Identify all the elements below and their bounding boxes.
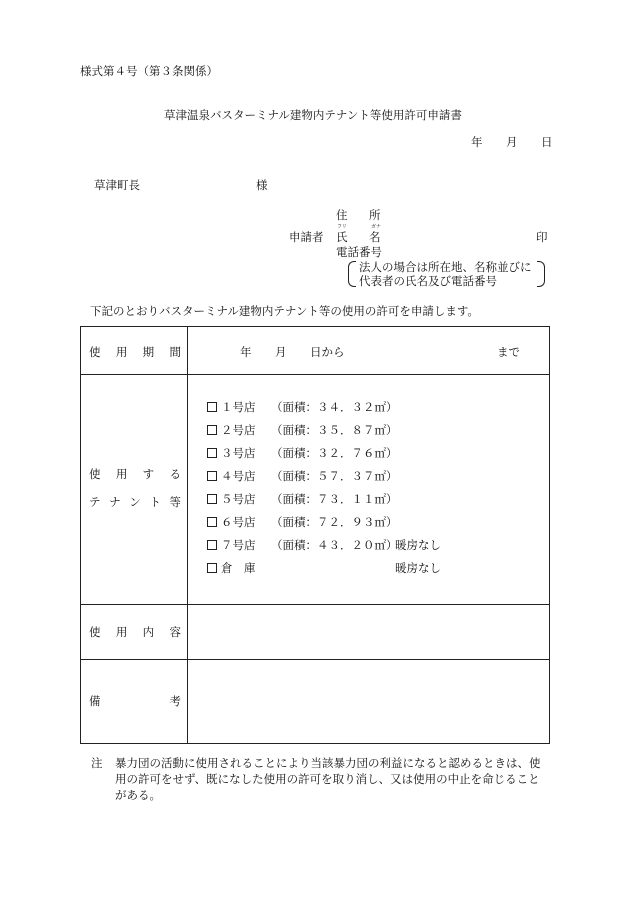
phone-label: 電話番号 (336, 245, 382, 259)
name-label-1: 氏 (336, 230, 348, 244)
checkbox[interactable] (207, 563, 217, 573)
right-bracket (537, 261, 545, 287)
checkbox[interactable] (207, 448, 217, 458)
left-bracket (348, 261, 356, 287)
checkbox[interactable] (207, 425, 217, 435)
tenant-item-3[interactable]: ３号店 （面積：３２．７６㎡） (207, 448, 256, 460)
tenant-item-7[interactable]: ７号店 （面積：４３．２０㎡） 暖房なし (207, 540, 256, 552)
content-label: 使 用 内 容 (89, 625, 181, 639)
usage-content-field[interactable] (188, 605, 549, 659)
addressee-honorific: 様 (256, 178, 268, 192)
date-day-label: 日 (541, 135, 553, 149)
checkbox[interactable] (207, 517, 217, 527)
furigana-label-1: フリ (337, 224, 347, 230)
form-number: 様式第４号（第３条関係） (80, 64, 218, 78)
row-divider (81, 374, 549, 375)
tenant-label-line2: テ ナ ン ト 等 (89, 495, 181, 509)
tenant-item-2[interactable]: ２号店 （面積：３５．８７㎡） (207, 425, 256, 437)
tenant-item-4[interactable]: ４号店 （面積：５７．３７㎡） (207, 471, 256, 483)
footnote-line-2: 用の許可をせず、既になした使用の許可を取り消し、又は使用の中止を命じること (115, 772, 540, 786)
checkbox[interactable] (207, 402, 217, 412)
checkbox[interactable] (207, 471, 217, 481)
period-label: 使 用 期 間 (89, 345, 181, 359)
tenant-item-storage[interactable]: 倉 庫 暖房なし (207, 563, 256, 575)
address-label-1: 住 (336, 208, 348, 222)
footnote-line-1: 暴力団の活動に使用されることにより当該暴力団の利益になると認めるときは、使 (115, 756, 541, 770)
no-heating-note: 暖房なし (395, 538, 441, 552)
corporate-note-line2: 代表者の氏名及び電話番号 (359, 274, 497, 288)
page-title: 草津温泉バスターミナル建物内テナント等使用許可申請書 (164, 108, 462, 122)
footnote-line-3: がある。 (115, 788, 161, 802)
tenant-label-line1: 使 用 す る (89, 467, 181, 481)
period-year-label: 年 (240, 345, 252, 359)
seal-mark: 印 (536, 230, 548, 244)
no-heating-note: 暖房なし (395, 561, 441, 575)
footnote-mark: 注 (91, 756, 103, 770)
remarks-field[interactable] (188, 660, 549, 743)
period-until-label: まで (497, 345, 520, 359)
applicant-label: 申請者 (289, 230, 324, 244)
period-month-label: 月 (275, 345, 287, 359)
intro-text: 下記のとおりバスターミナル建物内テナント等の使用の許可を申請します。 (90, 304, 479, 318)
address-label-2: 所 (369, 208, 381, 222)
period-from-label: 日から (310, 345, 345, 359)
addressee: 草津町長 (94, 178, 140, 192)
date-year-label: 年 (471, 135, 483, 149)
date-month-label: 月 (506, 135, 518, 149)
furigana-label-2: ガナ (371, 224, 382, 230)
tenant-item-5[interactable]: ５号店 （面積：７３．１１㎡） (207, 494, 256, 506)
name-label-2: 名 (369, 230, 381, 244)
tenant-item-6[interactable]: ６号店 （面積：７２．９３㎡） (207, 517, 256, 529)
checkbox[interactable] (207, 540, 217, 550)
remarks-label: 備 考 (89, 694, 181, 708)
checkbox[interactable] (207, 494, 217, 504)
corporate-note-line1: 法人の場合は所在地、名称並びに (359, 260, 532, 274)
tenant-item-1[interactable]: １号店 （面積：３４．３２㎡） (207, 402, 256, 414)
application-table (80, 326, 550, 744)
